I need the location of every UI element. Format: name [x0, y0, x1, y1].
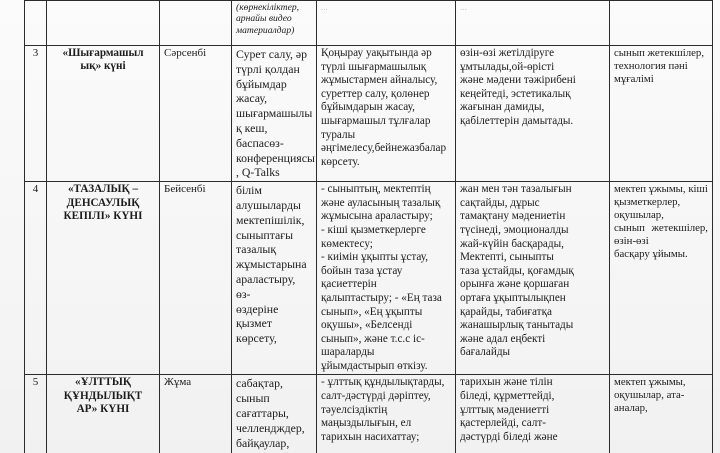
result-line: сақтайды, дұрыс: [460, 196, 540, 209]
result-line: ұмтылады,ой-өрісті: [460, 60, 555, 73]
weekday-text: Жұма: [164, 376, 192, 389]
result-line: біледі, құрметтейді,: [460, 390, 555, 403]
form-line: тазалық: [236, 242, 277, 257]
result-line: орынға және қоршаған: [460, 278, 570, 291]
form-line: түрлі қолдан: [236, 61, 300, 76]
result-line: қарайды, табиғатқа: [460, 305, 552, 318]
form-line: өздеріне: [236, 301, 279, 316]
form-cell: [232, 46, 317, 182]
result-cell: [456, 182, 610, 375]
form-line: сағаттары,: [236, 406, 289, 421]
responsible-line: мектеп ұжымы,: [614, 376, 686, 389]
responsible-cell: [610, 182, 713, 375]
responsible-line: басқару ұйымы.: [614, 248, 688, 261]
activity-line: оқушы», «Белсенді: [321, 319, 413, 332]
form-line: шығармашылы: [236, 106, 313, 121]
form-line: Сурет салу, әр: [236, 47, 308, 61]
result-line: дәстүрді біледі және: [460, 430, 558, 443]
activity-line: Қоңырау уақытында әр: [321, 47, 432, 59]
form-line: жұмыстарына: [236, 257, 307, 272]
activity-line: шығармашыл тұлғалар: [321, 114, 431, 127]
result-line: кеңейтеді, эстетикалық: [460, 87, 571, 100]
result-line: жан мен тән тазалығын: [460, 183, 572, 196]
activity-line: қалыптастыру; - «Ең таза: [321, 291, 442, 304]
day-theme-line: «Шығармашыл: [62, 47, 144, 59]
row-number-text: 3: [32, 47, 39, 59]
activity-line: сынып», және т.с.с іс-: [321, 332, 425, 345]
result-line: түсінеді, эмоционалды: [460, 223, 569, 236]
activity-line: және ауласының тазалық: [321, 196, 441, 209]
result-cell: [456, 46, 610, 182]
responsible-line: мектеп ұжымы, кіші: [614, 183, 708, 196]
activity-cell: [317, 46, 456, 182]
result-line: жағынан дамиды,: [460, 101, 545, 114]
day-theme-line: «ҰЛТТЫҚ: [74, 376, 132, 389]
form-cell: [232, 182, 317, 375]
activity-cell: [317, 375, 456, 453]
form-line: баспасөз-: [236, 135, 284, 150]
faded-text-act: ...: [321, 2, 328, 12]
weekday-cell: [160, 182, 232, 375]
form-line: байқаулар,: [236, 435, 290, 450]
activity-line: жұмысына араластыру;: [321, 210, 433, 223]
responsible-line: технология пәні: [614, 60, 688, 72]
activity-line: түрлі шығармашылық: [321, 60, 427, 73]
form-line: көрсету,: [236, 331, 277, 346]
responsible-line: сынып жетекшілер, өзін-өзі: [614, 222, 708, 248]
activity-line: туралы: [321, 128, 356, 141]
cell-name-top: [47, 1, 160, 46]
activity-line: шараларды: [321, 346, 375, 359]
schedule-table: [24, 0, 713, 453]
result-line: ортаға ұқыптылықпен: [460, 291, 566, 304]
activity-line: - ұлттық құндылықтарды,: [321, 376, 445, 389]
form-line: сыныптағы: [236, 227, 294, 242]
activity-line: салт-дәстүрді дәріптеу,: [321, 390, 431, 403]
activity-line: - кіші қызметкерлерге: [321, 223, 426, 236]
table-row: [25, 46, 713, 182]
weekday-cell: [160, 46, 232, 182]
cell-res-top: [456, 1, 610, 46]
form-line: , Q-Talks: [236, 165, 280, 180]
form-line: сабақтар,: [236, 376, 283, 391]
activity-line: бұйымдарын жасау,: [321, 101, 415, 114]
table-row: [25, 375, 713, 453]
activity-line: тәуелсіздіктің: [321, 403, 388, 416]
result-line: тарихын және тілін: [460, 376, 553, 389]
activity-line: маңыздылығын, ел: [321, 417, 412, 430]
result-line: таза ұстайды, қоғамдық: [460, 264, 574, 277]
cell-num-top: [25, 1, 47, 46]
responsible-cell: [610, 375, 713, 453]
day-theme-line: АР» КҮНІ: [76, 403, 130, 416]
row-number-text: 5: [32, 376, 39, 389]
result-line: жанашырлық танытады: [460, 319, 574, 332]
day-theme-line: ҚҰНДЫЛЫҚТ: [63, 389, 143, 402]
activity-line: - киімін ұқыпты ұстау,: [321, 251, 429, 264]
day-theme-line: ық» күні: [80, 60, 126, 73]
activity-line: қасиеттерін: [321, 278, 377, 291]
day-theme-line: ДЕНСАУЛЫҚ: [66, 196, 140, 209]
result-line: Мектепті, сыныпты: [460, 251, 554, 264]
row-number: [25, 46, 47, 182]
day-theme-cell: [47, 375, 160, 453]
activity-line: бойын таза ұстау: [321, 264, 403, 277]
result-line: қабілеттерін дамытады.: [460, 114, 574, 127]
weekday-text: Сәрсенбі: [164, 47, 207, 59]
activity-line: суреттер салу, қолөнер: [321, 87, 430, 100]
form-line: сынып: [236, 391, 270, 406]
day-theme-cell: [47, 46, 160, 182]
cell-act-top: [317, 1, 456, 46]
form-line: қызмет: [236, 316, 273, 331]
responsible-line: оқушылар, ата-: [614, 389, 685, 402]
form-cell: [232, 375, 317, 453]
activity-line: көмектесу;: [321, 237, 373, 250]
day-theme-line: КЕПІЛІ» КҮНІ: [63, 209, 143, 222]
activity-line: - сыныптың, мектептің: [321, 183, 431, 196]
responsible-line: сынып жетекшілер,: [614, 47, 705, 59]
form-line: алушыларды: [236, 197, 301, 212]
form-line: білім: [236, 183, 262, 198]
responsible-cell: [610, 46, 713, 182]
table-row: [25, 182, 713, 375]
form-line: бұйымдар: [236, 76, 287, 91]
result-line: ұлттық мәдениетті: [460, 403, 550, 416]
row-number: [25, 182, 47, 375]
responsible-line: оқушылар,: [614, 209, 664, 222]
responsible-line: мұғалімі: [614, 73, 654, 85]
weekday-text: Бейсенбі: [164, 183, 206, 196]
form-line: конференциясы: [236, 150, 315, 165]
result-line: тамақтану мәдениетін: [460, 210, 566, 223]
faded-text-res: ...: [460, 2, 467, 12]
responsible-line: аналар,: [614, 402, 648, 415]
weekday-cell: [160, 375, 232, 453]
cell-resp-top: [610, 1, 713, 46]
result-cell: [456, 375, 610, 453]
activity-cell: [317, 182, 456, 375]
activity-line: әңгімелесу,бейнежазбалар: [321, 142, 447, 155]
result-line: бағалайды: [460, 346, 511, 359]
form-line: араластыру, өз-: [236, 271, 296, 301]
result-line: қастерлейді, салт-: [460, 417, 546, 430]
row-number: [25, 375, 47, 453]
result-line: жай-күйін басқарады,: [460, 237, 564, 250]
activity-line: сынып», «Ең ұқыпты: [321, 305, 423, 318]
table-row-top: [25, 1, 713, 46]
activity-line: тарихын насихаттау;: [321, 430, 420, 443]
cell-day-top: [160, 1, 232, 46]
form-line: челлендждер,: [236, 420, 305, 435]
cell-form-top: [232, 1, 317, 46]
result-line: өзін-өзі жетілдіруге: [460, 47, 555, 59]
day-theme-cell: [47, 182, 160, 375]
result-line: және мәдени тәжірибені: [460, 74, 576, 87]
form-line: мектепішілік,: [236, 212, 305, 227]
row-number-text: 4: [32, 183, 39, 196]
day-theme-line: «ТАЗАЛЫҚ –: [67, 183, 139, 196]
form-line: қ кеш,: [236, 120, 268, 135]
activity-line: жұмыстармен айналысу,: [321, 74, 438, 87]
activity-line: көрсету.: [321, 155, 360, 168]
responsible-line: қызметкерлер,: [614, 196, 681, 209]
form-line: жасау,: [236, 91, 268, 106]
activity-line: ұйымдастырып өткізу.: [321, 359, 428, 372]
result-line: және адал еңбекті: [460, 332, 546, 345]
form-note: (көрнекіліктер, арнайы видео материалдар): [236, 2, 300, 36]
